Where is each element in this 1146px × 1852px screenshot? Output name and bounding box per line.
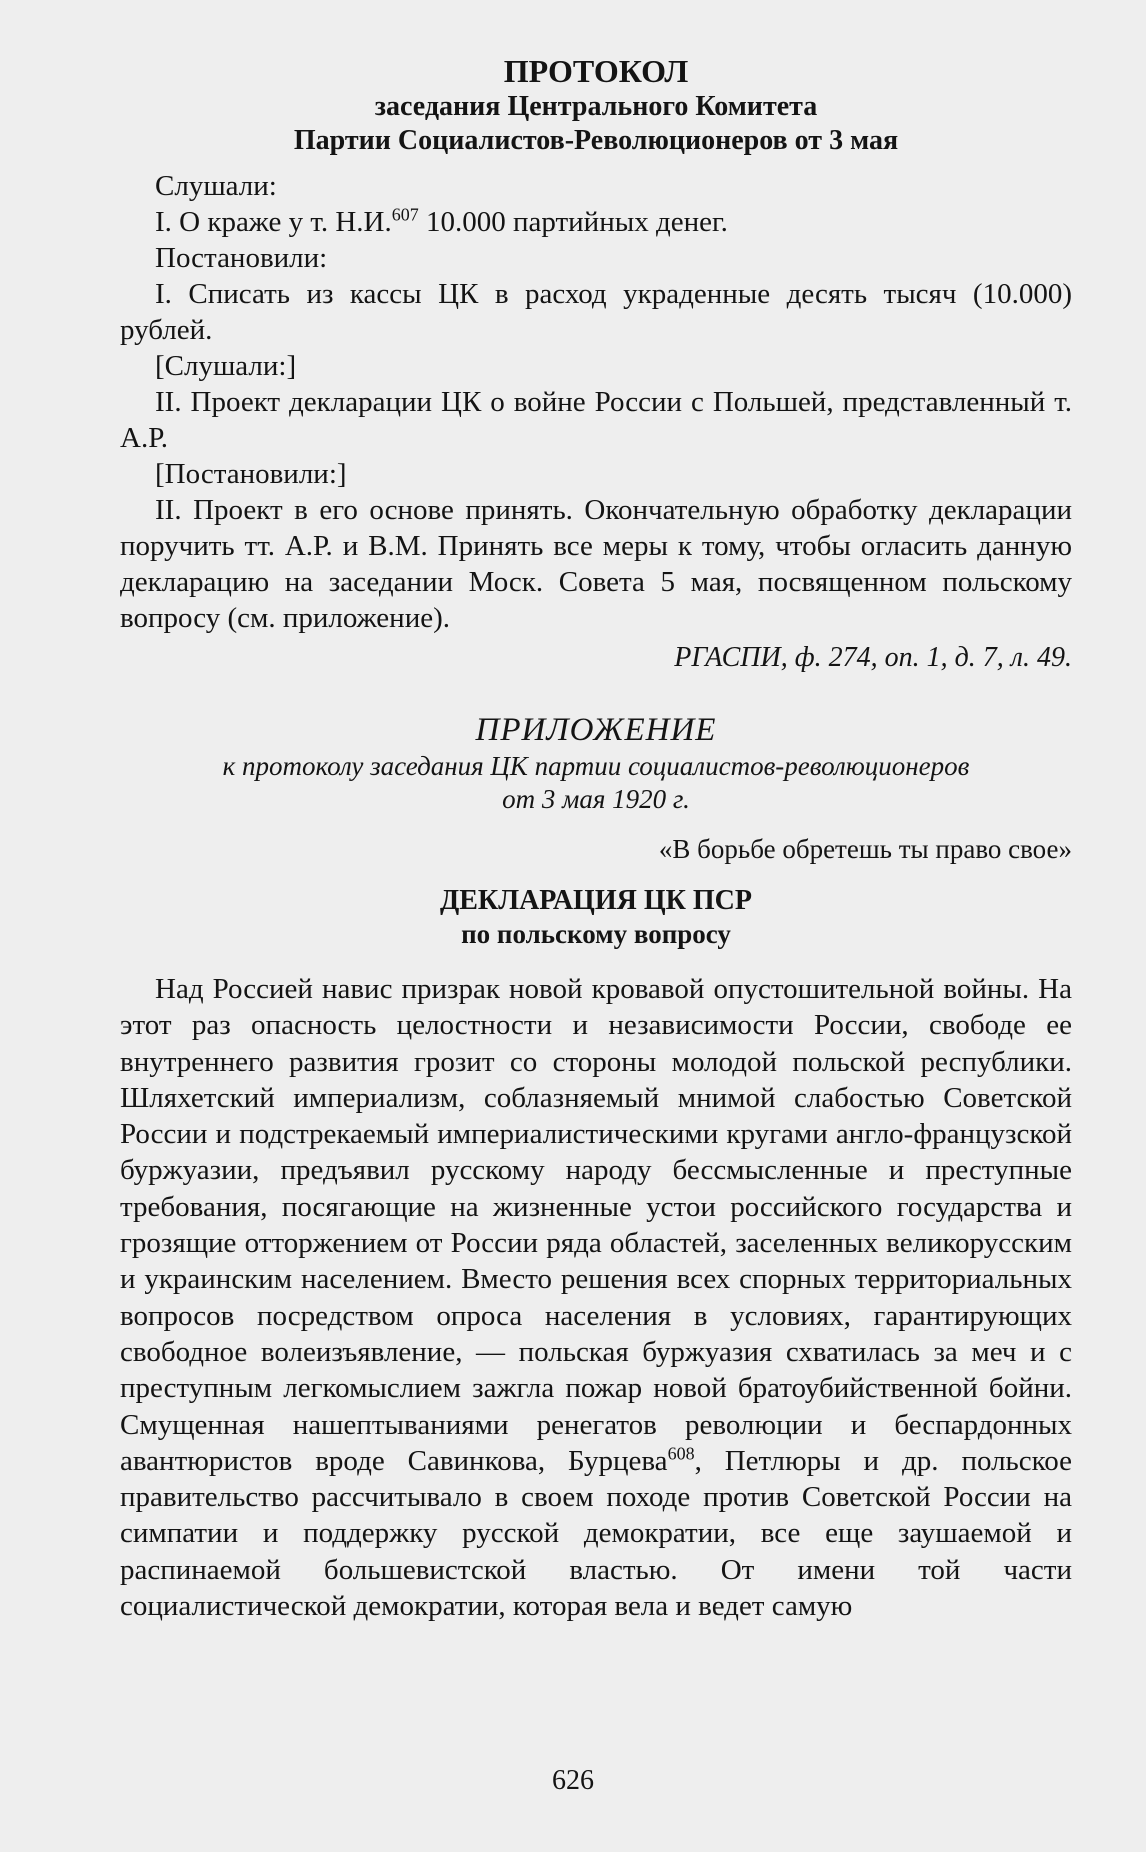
footnote-ref-607: 607 (391, 204, 419, 225)
appendix-title: ПРИЛОЖЕНИЕ (475, 712, 717, 748)
appendix-date: от 3 мая 1920 г. (502, 784, 690, 814)
appendix-subtitle: к протоколу заседания ЦК партии социалистов-революционеров (222, 751, 970, 781)
footnote-ref-608: 608 (667, 1443, 695, 1464)
agenda-item-1-tail: 10.000 партийных денег. (418, 206, 728, 238)
protocol-subtitle-committee: заседания Центрального Комитета (374, 91, 818, 122)
agenda-item-2: II. Проект декларации ЦК о войне России с Польшей, представленный т. А.Р. (120, 386, 1072, 454)
agenda-item-1 (120, 204, 1072, 240)
protocol-title: ПРОТОКОЛ (503, 53, 689, 89)
decided-label-1: Постановили: (155, 242, 328, 274)
text-column (120, 52, 1072, 1624)
declaration-paragraph (120, 971, 1072, 1624)
heard-label-1: Слушали: (155, 170, 277, 202)
decision-2: II. Проект в его основе принять. Окончательную обработку декларации поручить тт. А.Р. и В.М. Принять все меры к тому, чтобы огласить данную декларацию на заседании Моск. Совета 5 мая, посвященном польскому вопросу (см. приложение). (120, 494, 1072, 634)
declaration-body (120, 971, 1072, 1624)
page-number: 626 (552, 1765, 594, 1796)
declaration-text-part1: Над Россией навис призрак новой кровавой опустошительной войны. На этот раз опасность целостности и независимости России, свободе ее внутреннего развития грозит со стороны молодой польской республики. Шляхетский империализм, соблазняемый мнимой слабостью Советской России и подстрекаемый империалистическими кругами англо-французской буржуазии, предъявил русскому народу бессмысленные и преступные требования, посягающие на жизненные устои российского государства и грозящие отторжением от России ряда областей, заселенных великорусским и украинским населением. Вместо решения всех спорных территориальных вопросов посредством опроса населения в условиях, гарантирующих свободное волеизъявление, — польская буржуазия схватилась за меч и с преступным легкомыслием зажгла пожар новой братоубийственной бойни. Смущенная нашептываниями ренегатов революции и беспардонных авантюристов вроде Савинкова, Бурцева (120, 973, 1072, 1477)
decision-1: I. Списать из кассы ЦК в расход украденные десять тысяч (10.000) рублей. (120, 278, 1072, 346)
protocol-subtitle-party: Партии Социалистов-Революционеров от 3 мая (293, 125, 899, 156)
archive-source: РГАСПИ, ф. 274, оп. 1, д. 7, л. 49. (674, 642, 1072, 673)
heard-label-2: [Слушали:] (155, 350, 297, 382)
declaration-subtitle: по польскому вопросу (461, 919, 731, 949)
declaration-text-part2: , Петлюры и др. польское правительство рассчитывало в своем походе против Советской России на симпатии и поддержку русской демократии, все еще заушаемой и распинаемой большевистской властью. От имени той части социалистической демократии, которая вела и ведет самую (120, 1444, 1072, 1623)
decided-label-2: [Постановили:] (155, 458, 347, 490)
epigraph: «В борьбе обретешь ты право свое» (658, 834, 1072, 864)
declaration-title: ДЕКЛАРАЦИЯ ЦК ПСР (439, 885, 753, 916)
agenda-item-1-text: I. О краже у т. Н.И. (155, 206, 392, 238)
